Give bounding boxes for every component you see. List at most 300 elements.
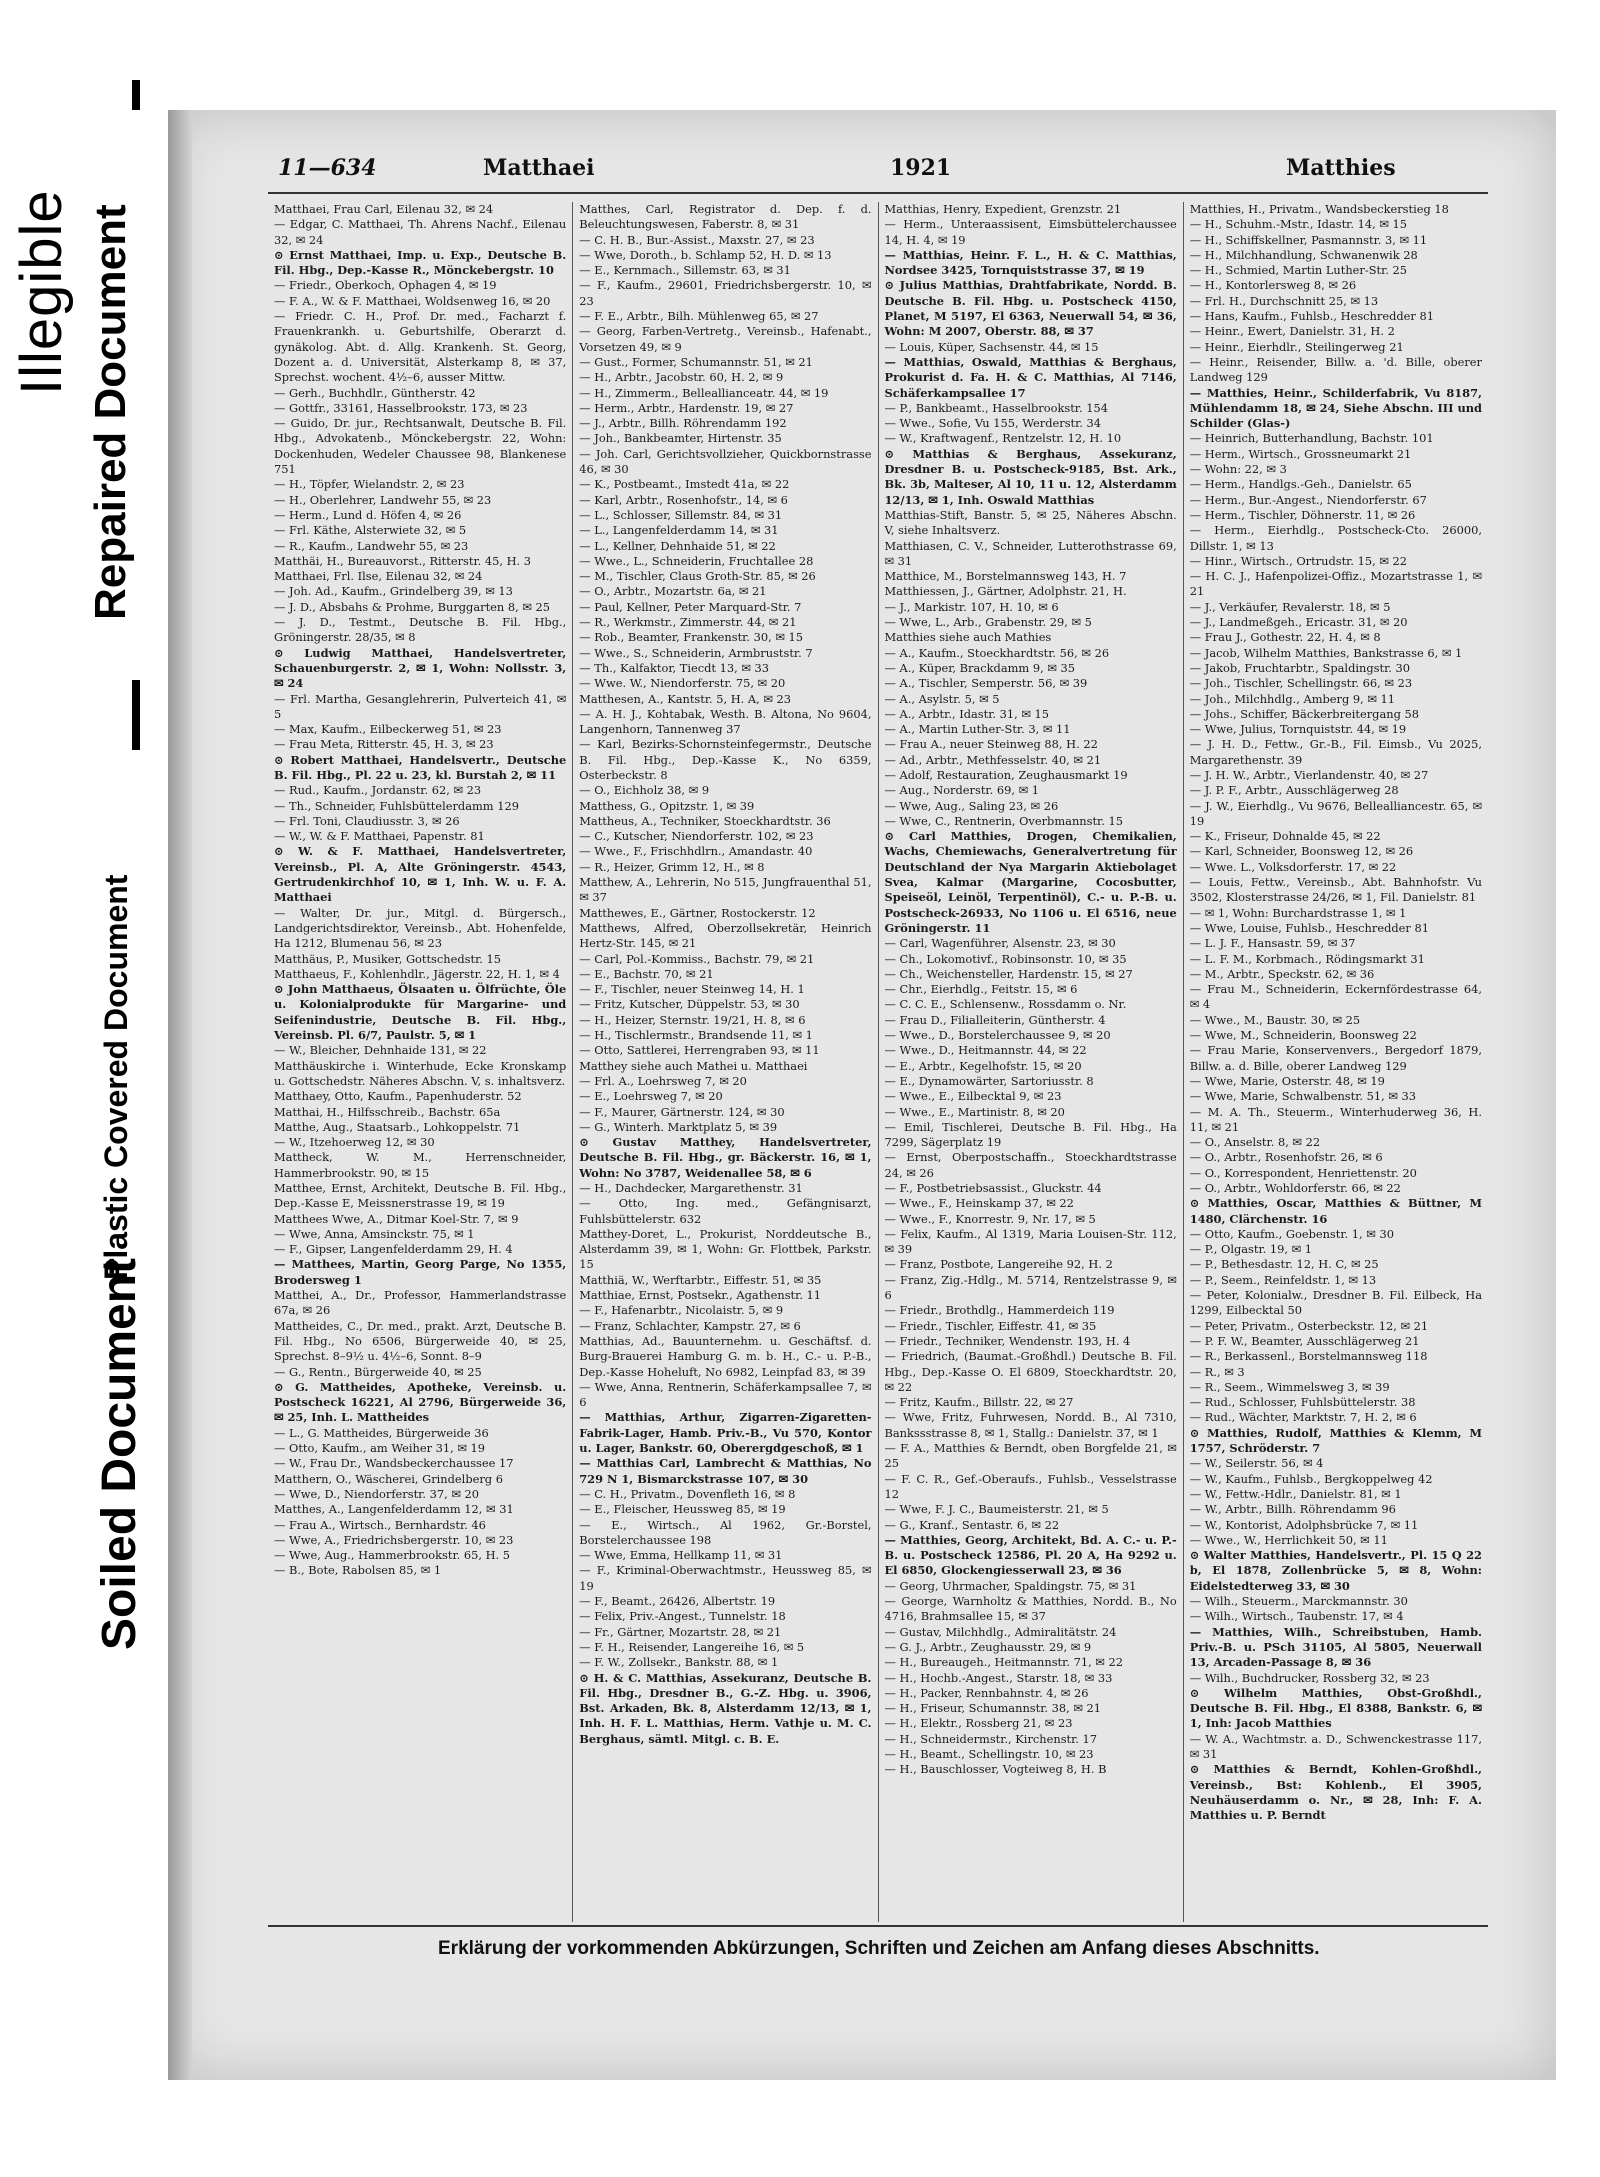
directory-entry: — Wwe. W., Niendorferstr. 75, ✉ 20 — [579, 676, 786, 691]
directory-entry: — H., Heizer, Sternstr. 19/21, H. 8, ✉ 6 — [579, 1012, 806, 1027]
directory-entry: Mattheck, W. M., Herrenschneider, Hammerbrookstr. 90, ✉ 15 — [274, 1150, 567, 1180]
directory-entry: Matthias, Ad., Bauunternehm. u. Geschäftsf. d. Burg-Brauerei Hamburg G. m. b. H., C.- u. P.-B., Dep.-Kasse Hoheluft, No 6982, Leinpfad 83, ✉ 39 — [579, 1333, 872, 1379]
directory-entry: — Louis, Fettw., Vereinsb., Abt. Bahnhofstr. Vu 3502, Klosterstrasse 24/26, ✉ 1, Fil. Danielstr. 81 — [1189, 875, 1482, 905]
directory-entry: — H., Elektr., Rossberg 21, ✉ 23 — [884, 1716, 1073, 1731]
directory-entry: — Rud., Kaufm., Jordanstr. 62, ✉ 23 — [274, 783, 482, 798]
directory-entry: — Walter, Dr. jur., Mitgl. d. Bürgersch., Landgerichtsdirektor, Vereinsb., Abt. Hohenfelde, Ha 1212, Blumenau 56, ✉ 23 — [274, 905, 567, 951]
directory-entry: — Otto, Sattlerei, Herrengraben 93, ✉ 11 — [579, 1043, 820, 1058]
directory-entry: Matthern, O., Wäscherei, Grindelberg 6 — [274, 1471, 503, 1486]
directory-entry: — R., Werkmstr., Zimmerstr. 44, ✉ 21 — [579, 615, 797, 630]
directory-entry: — Ch., Weichensteller, Hardenstr. 15, ✉ 27 — [884, 966, 1133, 981]
directory-entry: — G. J., Arbtr., Zeughausstr. 29, ✉ 9 — [884, 1639, 1092, 1654]
directory-entry: Matthey siehe auch Mathei u. Matthaei — [579, 1058, 808, 1073]
directory-entry: — Herm., Eierhdlg., Postscheck-Cto. 26000, Dillstr. 1, ✉ 13 — [1189, 523, 1482, 553]
directory-entry: — P., Bankbeamt., Hasselbrookstr. 154 — [884, 400, 1108, 415]
directory-entry: — Wwe, Emma, Hellkamp 11, ✉ 31 — [579, 1548, 783, 1563]
directory-entry: — H., Dachdecker, Margarethenstr. 31 — [579, 1181, 803, 1195]
directory-entry: — Wilh., Steuerm., Marckmannstr. 30 — [1189, 1594, 1408, 1609]
directory-entry: — F. A., W. & F. Matthaei, Woldsenweg 16, ✉ 20 — [274, 293, 551, 308]
directory-entry: — P. F. W., Beamter, Ausschlägerweg 21 — [1189, 1333, 1420, 1348]
directory-entry: — R., Kaufm., Landwehr 55, ✉ 23 — [274, 538, 469, 553]
directory-entry: — H., Friseur, Schumannstr. 38, ✉ 21 — [884, 1701, 1102, 1716]
directory-entry: — Wwe., E., Martinistr. 8, ✉ 20 — [884, 1104, 1065, 1119]
soiled-document-label: Soiled Document — [93, 1257, 146, 1650]
directory-entry: — Wwe., M., Baustr. 30, ✉ 25 — [1189, 1012, 1361, 1027]
directory-entry: — F. C. R., Gef.-Oberaufs., Fuhlsb., Vesselstrasse 12 — [884, 1471, 1177, 1501]
directory-entry: — P., Bethesdastr. 12, H. C, ✉ 25 — [1189, 1257, 1379, 1272]
directory-entry: — Heinr., Ewert, Danielstr. 31, H. 2 — [1189, 324, 1395, 339]
directory-entry: — Frau Meta, Ritterstr. 45, H. 3, ✉ 23 — [274, 737, 494, 752]
directory-entry: — G., Winterh. Marktplatz 5, ✉ 39 — [579, 1119, 778, 1134]
directory-entry: — R., Heizer, Grimm 12, H., ✉ 8 — [579, 859, 765, 874]
directory-entry: Matthees Wwe, A., Ditmar Koel-Str. 7, ✉ 9 — [274, 1211, 519, 1226]
directory-entry: Matthee, Ernst, Architekt, Deutsche B. Fil. Hbg., Dep.-Kasse E, Meissnerstrasse 19, ✉ 19 — [274, 1181, 567, 1211]
directory-entry: — L., Kellner, Dehnhaide 51, ✉ 22 — [579, 538, 776, 553]
directory-entry: — F., Maurer, Gärtnerstr. 124, ✉ 30 — [579, 1104, 785, 1119]
directory-entry-heading: ⊙ W. & F. Matthaei, Handelsvertreter, Vereinsb., Pl. A, Alte Gröningerstr. 4543, Gertrudenkirchhof 10, ✉ 1, Inh. W. u. F. A. Matthaei — [274, 844, 567, 905]
directory-entry: — Wwe., S., Schneiderin, Armbruststr. 7 — [579, 645, 813, 660]
directory-entry: — Frau A., Wirtsch., Bernhardstr. 46 — [274, 1517, 486, 1532]
directory-entry: Matthias, Henry, Expedient, Grenzstr. 21 — [884, 202, 1122, 216]
directory-entry: — George, Warnholtz & Matthies, Nordd. B., No 4716, Brahmsallee 15, ✉ 37 — [884, 1594, 1177, 1624]
directory-entry: — W., Kaufm., Fuhlsb., Bergkoppelweg 42 — [1189, 1471, 1433, 1486]
directory-entry: — Otto, Kaufm., Goebenstr. 1, ✉ 30 — [1189, 1226, 1394, 1241]
directory-entry: — Wilh., Buchdrucker, Rossberg 32, ✉ 23 — [1189, 1670, 1430, 1685]
directory-entry: — Th., Schneider, Fuhlsbüttelerdamm 129 — [274, 798, 519, 813]
directory-entry: — W., Kontorist, Adolphsbrücke 7, ✉ 11 — [1189, 1517, 1419, 1532]
directory-entry: Matthewes, E., Gärtner, Rostockerstr. 12 — [579, 905, 816, 920]
directory-entry: — Franz, Schlachter, Kampstr. 27, ✉ 6 — [579, 1318, 801, 1333]
directory-entry: — A., Asylstr. 5, ✉ 5 — [884, 691, 1000, 706]
directory-entry: — Adolf, Restauration, Zeughausmarkt 19 — [884, 767, 1128, 782]
directory-entry: — ✉ 1, Wohn: Burchardstrasse 1, ✉ 1 — [1189, 905, 1407, 920]
directory-entry: — Peter, Kolonialw., Dresdner B. Fil. Eilbeck, Ha 1299, Eilbecktal 50 — [1189, 1288, 1482, 1318]
directory-entry: — Herm., Bur.-Angest., Niendorferstr. 67 — [1189, 492, 1427, 507]
directory-entry: — J. D., Absbahs & Prohme, Burggarten 8, ✉ 25 — [274, 599, 551, 614]
directory-entry: — Wwe, Marie, Osterstr. 48, ✉ 19 — [1189, 1073, 1385, 1088]
directory-entry: — O., Arbtr., Mozartstr. 6a, ✉ 21 — [579, 584, 767, 599]
directory-entry: — H., Schmied, Martin Luther-Str. 25 — [1189, 263, 1408, 278]
directory-entry: — Georg, Uhrmacher, Spaldingstr. 75, ✉ 31 — [884, 1578, 1137, 1593]
directory-entry: — W., Frau Dr., Wandsbeckerchaussee 17 — [274, 1456, 514, 1471]
directory-entry: — Franz, Zig.-Hdlg., M. 5714, Rentzelstrasse 9, ✉ 6 — [884, 1272, 1177, 1303]
directory-entry: — K., Friseur, Dohnalde 45, ✉ 22 — [1189, 829, 1381, 844]
directory-entry: — W., Bleicher, Dehnhaide 131, ✉ 22 — [274, 1043, 487, 1058]
directory-entry: — Wwe., F., Heinskamp 37, ✉ 22 — [884, 1196, 1074, 1211]
directory-entry: — Joh. Ad., Kaufm., Grindelberg 39, ✉ 13 — [274, 584, 513, 599]
directory-entry: — Felix, Kaufm., Al 1319, Maria Louisen-Str. 112, ✉ 39 — [884, 1226, 1177, 1257]
directory-entry: — R., Berkassenl., Borstelmannsweg 118 — [1189, 1349, 1428, 1364]
directory-entry: — Wwe, Anna, Amsinckstr. 75, ✉ 1 — [274, 1226, 475, 1241]
directory-entry: Matthaey, Otto, Kaufm., Papenhuderstr. 52 — [274, 1089, 522, 1104]
directory-entry-heading: — Matthias, Heinr. F. L., H. & C. Matthias, Nordsee 3425, Tornquiststrasse 37, ✉ 19 — [884, 247, 1177, 278]
directory-entry: — E., Loehrsweg 7, ✉ 20 — [579, 1089, 723, 1104]
directory-entry: — J. H. W., Arbtr., Vierlandenstr. 40, ✉ 27 — [1189, 767, 1429, 782]
directory-entry-heading: ⊙ Ludwig Matthaei, Handelsvertreter, Schauenburgerstr. 2, ✉ 1, Wohn: Nollsstr. 3, ✉ 24 — [274, 645, 567, 691]
label-divider — [132, 80, 140, 110]
directory-entry: — J., Arbtr., Billh. Röhrendamm 192 — [579, 416, 787, 431]
directory-entry: — Wwe., E., Eilbecktal 9, ✉ 23 — [884, 1089, 1062, 1104]
directory-entry: — H., Schiffskellner, Pasmannstr. 3, ✉ 11 — [1189, 232, 1428, 247]
directory-entry-heading: — Matthies, Wilh., Schreibstuben, Hamb. Priv.-B. u. PSch 31105, Al 5805, Neuerwall 13, Arcaden-Passage 8, ✉ 36 — [1189, 1624, 1482, 1670]
directory-entry-heading: — Matthias, Oswald, Matthias & Berghaus, Prokurist d. Fa. H. & C. Matthias, Al 7146, Schäferkampsallee 17 — [884, 354, 1177, 400]
directory-entry: — H., Kontorlersweg 8, ✉ 26 — [1189, 278, 1357, 293]
directory-entry: — Heinrich, Butterhandlung, Bachstr. 101 — [1189, 431, 1434, 446]
directory-entry: — Friedr., Tischler, Eiffestr. 41, ✉ 35 — [884, 1318, 1097, 1333]
directory-entry-heading: ⊙ Matthies, Oscar, Matthies & Büttner, M 1480, Clärchenstr. 16 — [1189, 1196, 1482, 1226]
right-running-head: Matthies — [1286, 155, 1396, 181]
directory-entry: Matthesen, A., Kantstr. 5, H. A, ✉ 23 — [579, 691, 792, 706]
directory-entry: — Frau D., Filialleiterin, Güntherstr. 4 — [884, 1012, 1106, 1027]
directory-entry: — Joh., Bankbeamter, Hirtenstr. 35 — [579, 431, 782, 446]
directory-entry: — L., Langenfelderdamm 14, ✉ 31 — [579, 523, 779, 538]
directory-entry: — H., Zimmerm., Belleallianceatr. 44, ✉ 19 — [579, 385, 829, 400]
repaired-document-label: Repaired Document — [86, 204, 135, 620]
directory-entry: — Wwe. L., Volksdorferstr. 17, ✉ 22 — [1189, 859, 1397, 874]
directory-entry: — H., Bauschlosser, Vogteiweg 8, H. B — [884, 1762, 1107, 1777]
directory-entry: — Joh. Carl, Gerichtsvollzieher, Quickbornstrasse 46, ✉ 30 — [579, 446, 872, 477]
directory-entry: — F., Hafenarbtr., Nicolaistr. 5, ✉ 9 — [579, 1303, 784, 1318]
directory-entry: Matthaei, Frau Carl, Eilenau 32, ✉ 24 — [274, 202, 494, 216]
directory-entry: Matthies siehe auch Mathies — [884, 630, 1052, 645]
directory-entry: — H. C. J., Hafenpolizei-Offiz., Mozartstrasse 1, ✉ 21 — [1189, 569, 1482, 599]
directory-entry: — Frl. A., Loehrsweg 7, ✉ 20 — [579, 1073, 747, 1088]
directory-entry: — Wwe., W., Herrlichkeit 50, ✉ 11 — [1189, 1532, 1388, 1547]
directory-column — [268, 202, 573, 1922]
page-number: 11—634 — [278, 155, 377, 181]
directory-entry: Matthes, A., Langenfelderdamm 12, ✉ 31 — [274, 1502, 514, 1517]
directory-entry: — M., Arbtr., Speckstr. 62, ✉ 36 — [1189, 966, 1375, 981]
directory-entry: — H., Oberlehrer, Landwehr 55, ✉ 23 — [274, 492, 492, 507]
directory-entry: — Rud., Wächter, Marktstr. 7, H. 2, ✉ 6 — [1189, 1410, 1417, 1425]
directory-entry: — Karl, Bezirks-Schornsteinfegermstr., Deutsche B. Fil. Hbg., Dep.-Kasse K., No 6359, Osterbeckstr. 8 — [579, 737, 872, 782]
directory-entry: — H., Töpfer, Wielandstr. 2, ✉ 23 — [274, 477, 465, 492]
directory-entry-heading: ⊙ Matthias & Berghaus, Assekuranz, Dresdner B. u. Postscheck-9185, Bst. Ark., Bk. 3b, Malteser, Al 10, 11 u. 12, Alsterdamm 12/13, ✉ 1, Inh. Oswald Matthias — [884, 446, 1177, 507]
directory-entry: — Ch., Lokomotivf., Robinsonstr. 10, ✉ 35 — [884, 951, 1127, 966]
directory-entry: — P., Olgastr. 19, ✉ 1 — [1189, 1242, 1313, 1257]
directory-column — [1184, 202, 1488, 1922]
directory-entry-heading: ⊙ Julius Matthias, Drahtfabrikate, Nordd. B. Deutsche B. Fil. Hbg. u. Postscheck 4150, Planet, M 5197, El 6363, Neuerwall 54, ✉ 36, Wohn: M 2007, Oberstr. 88, ✉ 37 — [884, 278, 1177, 339]
directory-entry: — W., Itzehoerweg 12, ✉ 30 — [274, 1135, 435, 1150]
year-heading: 1921 — [890, 155, 952, 181]
directory-entry: — W., Seilerstr. 56, ✉ 4 — [1189, 1456, 1324, 1471]
directory-entry: — Frl. Martha, Gesanglehrerin, Pulverteich 41, ✉ 5 — [274, 691, 567, 721]
directory-entry-heading: ⊙ Wilhelm Matthies, Obst-Großhdl., Deutsche B. Fil. Hbg., El 8388, Bankstr. 6, ✉ 1, Inh: Jacob Matthies — [1189, 1685, 1482, 1731]
directory-entry: — Franz, Postbote, Langereihe 92, H. 2 — [884, 1257, 1113, 1272]
directory-entry: — Jacob, Wilhelm Matthies, Bankstrasse 6, ✉ 1 — [1189, 645, 1463, 660]
directory-entry: — Wwe, Doroth., b. Schlamp 52, H. D. ✉ 13 — [579, 247, 832, 262]
directory-entry: Matthews, Alfred, Oberzollsekretär, Heinrich Hertz-Str. 145, ✉ 21 — [579, 920, 872, 951]
directory-entry: Matthaeus, F., Kohlenhdlr., Jägerstr. 22, H. 1, ✉ 4 — [274, 966, 560, 981]
directory-entry: — Otto, Ing. med., Gefängnisarzt, Fuhlsbüttelerstr. 632 — [579, 1196, 872, 1226]
directory-entry: — Paul, Kellner, Peter Marquard-Str. 7 — [579, 599, 802, 614]
directory-entry: — J. H. D., Fettw., Gr.-B., Fil. Eimsb., Vu 2025, Margarethenstr. 39 — [1189, 737, 1482, 767]
directory-entry: — B., Bote, Rabolsen 85, ✉ 1 — [274, 1563, 442, 1578]
directory-entry-heading: ⊙ G. Mattheides, Apotheke, Vereinsb. u. Postscheck 16221, Al 2796, Bürgerweide 36, ✉ 25, Inh. L. Mattheides — [274, 1379, 567, 1425]
directory-entry: — Frau Marie, Konservenvers., Bergedorf 1879, Billw. a. d. Bille, oberer Landweg 129 — [1189, 1043, 1482, 1073]
directory-entry: Matthice, M., Borstelmannsweg 143, H. 7 — [884, 569, 1127, 584]
directory-entry-heading: — Matthies, Heinr., Schilderfabrik, Vu 8187, Mühlendamm 18, ✉ 24, Siehe Abschn. III und Schilder (Glas-) — [1189, 385, 1482, 431]
directory-entry: — H., Packer, Rennbahnstr. 4, ✉ 26 — [884, 1685, 1089, 1700]
directory-entry: — H., Tischlermstr., Brandsende 11, ✉ 1 — [579, 1028, 813, 1043]
footer-rule — [268, 1925, 1488, 1927]
directory-entry: — Edgar, C. Matthaei, Th. Ahrens Nachf., Eilenau 32, ✉ 24 — [274, 217, 567, 247]
directory-entry: — H., Arbtr., Jacobstr. 60, H. 2, ✉ 9 — [579, 370, 784, 385]
directory-entry: — E., Wirtsch., Al 1962, Gr.-Borstel, Borstelerchaussee 198 — [579, 1517, 872, 1547]
directory-entry: — Peter, Privatm., Osterbeckstr. 12, ✉ 21 — [1189, 1318, 1429, 1333]
left-running-head: Matthaei — [483, 155, 595, 181]
directory-entry: — Wwe, C., Rentnerin, Overbmannstr. 15 — [884, 813, 1123, 828]
directory-entry: — O., Arbtr., Rosenhofstr. 26, ✉ 6 — [1189, 1150, 1383, 1165]
directory-entry: — Wwe, M., Schneiderin, Boonsweg 22 — [1189, 1028, 1417, 1043]
directory-entry: Matthes, Carl, Registrator d. Dep. f. d. Beleuchtungswesen, Faberstr. 8, ✉ 31 — [579, 202, 872, 232]
directory-entry-heading: ⊙ Ernst Matthaei, Imp. u. Exp., Deutsche B. Fil. Hbg., Dep.-Kasse R., Mönckebergstr. 10 — [274, 247, 567, 278]
directory-entry: — Friedr., Oberkoch, Ophagen 4, ✉ 19 — [274, 278, 497, 293]
directory-entry: — Guido, Dr. jur., Rechtsanwalt, Deutsche B. Fil. Hbg., Advokatenb., Mönckebergstr. 22, Wohn: Dockenhuden, Wedeler Chaussee 98, Blankenese 751 — [274, 416, 567, 477]
directory-entry: — W. A., Wachtmstr. a. D., Schwenckestrasse 117, ✉ 31 — [1189, 1731, 1482, 1761]
directory-entry: Matthäi, H., Bureauvorst., Ritterstr. 45, H. 3 — [274, 553, 532, 568]
directory-entry: — W., Kraftwagenf., Rentzelstr. 12, H. 10 — [884, 431, 1122, 446]
directory-entry: — H., Milchhandlung, Schwanenwik 28 — [1189, 247, 1418, 262]
directory-entry: — Carl, Wagenführer, Alsenstr. 23, ✉ 30 — [884, 936, 1116, 951]
directory-entry-heading: — Matthies, Georg, Architekt, Bd. A. C.- u. P.-B. u. Postscheck 12586, Pl. 20 A, Ha 9292 u. El 6850, Glockengiesserwall 23, ✉ 36 — [884, 1532, 1177, 1578]
directory-entry: — Wohn: 22, ✉ 3 — [1189, 462, 1287, 477]
directory-entry: Matthess, G., Opitzstr. 1, ✉ 39 — [579, 798, 755, 813]
directory-entry: Matthias-Stift, Banstr. 5, ✉ 25, Näheres Abschn. V, siehe Inhaltsverz. — [884, 507, 1177, 538]
page-header — [278, 155, 1478, 195]
directory-entry: — Hans, Kaufm., Fuhlsb., Heschredder 81 — [1189, 309, 1434, 324]
directory-entry: — Th., Kalfaktor, Tiecdt 13, ✉ 33 — [579, 660, 770, 675]
directory-entry: — Felix, Priv.-Angest., Tunnelstr. 18 — [579, 1609, 786, 1624]
directory-entry: — Otto, Kaufm., am Weiher 31, ✉ 19 — [274, 1441, 486, 1456]
directory-entry: — Rud., Schlosser, Fuhlsbüttelerstr. 38 — [1189, 1395, 1416, 1410]
directory-entry: — F. W., Zollsekr., Bankstr. 88, ✉ 1 — [579, 1655, 779, 1670]
directory-entry: Matthei, A., Dr., Professor, Hammerlandstrasse 67a, ✉ 26 — [274, 1288, 567, 1318]
directory-entry: Matthiä, W., Werftarbtr., Eiffestr. 51, ✉ 35 — [579, 1272, 822, 1287]
directory-column — [879, 202, 1184, 1922]
directory-entry: — F. E., Arbtr., Bilh. Mühlenweg 65, ✉ 27 — [579, 309, 819, 324]
directory-entry: — Wwe., F., Frischhdlrn., Amandastr. 40 — [579, 844, 813, 859]
directory-entry: — Wwe., D., Heitmannstr. 44, ✉ 22 — [884, 1043, 1087, 1058]
directory-entry: — Gustav, Milchhdlg., Admiralitätstr. 24 — [884, 1624, 1117, 1639]
directory-entry: Matthiasen, C. V., Schneider, Lutterothstrasse 69, ✉ 31 — [884, 538, 1177, 568]
directory-entry: — Wwe, Julius, Tornquiststr. 44, ✉ 19 — [1189, 722, 1407, 737]
header-rule — [268, 192, 1488, 194]
directory-entry-heading: ⊙ Walter Matthies, Handelsvertr., Pl. 15 Q 22 b, El 1878, Zollenbrücke 5, ✉ 8, Wohn: Eidelstedterweg 33, ✉ 30 — [1189, 1548, 1482, 1593]
directory-entry: — Joh., Milchhdlg., Amberg 9, ✉ 11 — [1189, 691, 1396, 706]
directory-entry: — A., Arbtr., Idastr. 31, ✉ 15 — [884, 706, 1050, 721]
directory-entry-heading: ⊙ Matthies & Berndt, Kohlen-Großhdl., Vereinsb., Bst: Kohlenb., El 3905, Neuhäuserdamm o. Nr., ✉ 28, Inh: F. A. Matthies u. P. Berndt — [1189, 1762, 1482, 1823]
directory-entry: — Gottfr., 33161, Hasselbrookstr. 173, ✉ 23 — [274, 400, 528, 415]
directory-entry: Mattheus, A., Techniker, Stoeckhardtstr. 36 — [579, 813, 831, 828]
directory-entry: — Herm., Wirtsch., Grossneumarkt 21 — [1189, 446, 1412, 461]
directory-entry: — J. W., Eierhdlg., Vu 9676, Bellealliancestr. 65, ✉ 19 — [1189, 798, 1482, 828]
directory-entry: — W., W. & F. Matthaei, Papenstr. 81 — [274, 829, 485, 844]
directory-entry: — Friedrich, (Baumat.-Großhdl.) Deutsche B. Fil. Hbg., Dep.-Kasse O. El 6809, Stoeckhardtstr. 20, ✉ 22 — [884, 1349, 1177, 1394]
directory-entry-heading: ⊙ H. & C. Matthias, Assekuranz, Deutsche B. Fil. Hbg., Dresdner B., G.-Z. Hbg. u. 3906, Bst. Arkaden, Bk. 8, Alsterdamm 12/13, ✉ 1, Inh. H. F. L. Matthias, Herm. Vathje u. M. C. Berghaus, sämtl. Mitgl. c. B. E. — [579, 1670, 872, 1746]
directory-entry: — L. J. F., Hansastr. 59, ✉ 37 — [1189, 936, 1356, 951]
directory-entry: — Ad., Arbtr., Methfesselstr. 40, ✉ 21 — [884, 752, 1102, 767]
directory-entry: — Friedr., Brothdlg., Hammerdeich 119 — [884, 1303, 1115, 1318]
directory-entry: — Emil, Tischlerei, Deutsche B. Fil. Hbg., Ha 7299, Sägerplatz 19 — [884, 1119, 1177, 1150]
directory-entry: — Georg, Farben-Vertretg., Vereinsb., Hafenabt., Vorsetzen 49, ✉ 9 — [579, 324, 872, 354]
directory-entry: — J., Verkäufer, Revalerstr. 18, ✉ 5 — [1189, 599, 1391, 614]
directory-entry: — J. D., Testmt., Deutsche B. Fil. Hbg., Gröningerstr. 28/35, ✉ 8 — [274, 615, 567, 645]
directory-entry: — Wwe, D., Niendorferstr. 37, ✉ 20 — [274, 1486, 479, 1501]
directory-entry: — Heinr., Reisender, Billw. a. 'd. Bille, oberer Landweg 129 — [1189, 354, 1482, 385]
directory-entry: — Heinr., Eierhdlr., Steilingerweg 21 — [1189, 339, 1404, 354]
directory-entry: — F., Kaufm., 29601, Friedrichsbergerstr. 10, ✉ 23 — [579, 278, 872, 308]
directory-entry: — Aug., Norderstr. 69, ✉ 1 — [884, 783, 1039, 798]
directory-entry: — O., Anselstr. 8, ✉ 22 — [1189, 1135, 1321, 1150]
abbreviation-note: Erklärung der vorkommenden Abkürzungen, Schriften und Zeichen am Anfang dieses Abschnitts. — [438, 1938, 1320, 1959]
directory-entry: — Ernst, Oberpostschaffn., Stoeckhardtstrasse 24, ✉ 26 — [884, 1150, 1177, 1180]
directory-entry-heading: ⊙ Matthies, Rudolf, Matthies & Klemm, M 1757, Schröderstr. 7 — [1189, 1425, 1482, 1456]
directory-entry: — Friedr., Techniker, Wendenstr. 193, H. 4 — [884, 1333, 1131, 1348]
directory-entry: — Frau J., Gothestr. 22, H. 4, ✉ 8 — [1189, 630, 1381, 645]
directory-entry: Matthey-Doret, L., Prokurist, Norddeutsche B., Alsterdamm 39, ✉ 1, Wohn: Gr. Flottbek, Parkstr. 15 — [579, 1226, 872, 1272]
directory-entry: Matthies, H., Privatm., Wandsbeckerstieg 18 — [1189, 202, 1449, 216]
directory-entry: — F., Tischler, neuer Steinweg 14, H. 1 — [579, 982, 805, 997]
directory-entry-heading: — Matthias, Arthur, Zigarren-Zigaretten-Fabrik-Lager, Hamb. Priv.-B., Vu 570, Kontor u. Lager, Bankstr. 60, Oberergdgeschoß, ✉ 1 — [579, 1410, 872, 1456]
directory-entry: — A. H. J., Kohtabak, Westh. B. Altona, No 9604, Langenhorn, Tannenweg 37 — [579, 706, 872, 737]
directory-entry: — Wwe, A., Friedrichsbergerstr. 10, ✉ 23 — [274, 1532, 514, 1547]
directory-entry: — Wwe, F. J. C., Baumeisterstr. 21, ✉ 5 — [884, 1502, 1109, 1517]
directory-entry: — Wwe, Marie, Schwalbenstr. 51, ✉ 33 — [1189, 1089, 1417, 1104]
directory-entry: — Wwe., Sofie, Vu 155, Werderstr. 34 — [884, 416, 1102, 431]
directory-entry: — Herm., Lund d. Höfen 4, ✉ 26 — [274, 507, 462, 522]
directory-entry: — Carl, Pol.-Kommiss., Bachstr. 79, ✉ 21 — [579, 951, 815, 966]
directory-entry: Matthew, A., Lehrerin, No 515, Jungfrauenthal 51, ✉ 37 — [579, 875, 872, 905]
directory-entry-heading: — Matthees, Martin, Georg Parge, No 1355, Brodersweg 1 — [274, 1257, 567, 1287]
directory-entry: — J., Landmeßgeh., Ericastr. 31, ✉ 20 — [1189, 615, 1408, 630]
directory-entry: — Jakob, Fruchtarbtr., Spaldingstr. 30 — [1189, 660, 1410, 675]
directory-entry: — H., Schneidermstr., Kirchenstr. 17 — [884, 1731, 1098, 1746]
directory-page — [168, 110, 1556, 2080]
directory-entry: — Frl. H., Durchschnitt 25, ✉ 13 — [1189, 293, 1379, 308]
directory-entry: — O., Arbtr., Wohldorferstr. 66, ✉ 22 — [1189, 1181, 1401, 1195]
directory-entry: — Wwe., F., Knorrestr. 9, Nr. 17, ✉ 5 — [884, 1211, 1096, 1226]
directory-entry: — L., G. Mattheides, Bürgerweide 36 — [274, 1425, 489, 1440]
directory-entry: — W., Arbtr., Billh. Röhrendamm 96 — [1189, 1502, 1396, 1517]
directory-entry: — A., Küper, Brackdamm 9, ✉ 35 — [884, 660, 1076, 675]
directory-entry: — C. H. B., Bur.-Assist., Maxstr. 27, ✉ 23 — [579, 232, 815, 247]
directory-entry: — Joh., Tischler, Schellingstr. 66, ✉ 23 — [1189, 676, 1413, 691]
directory-entry: — Wilh., Wirtsch., Taubenstr. 17, ✉ 4 — [1189, 1609, 1404, 1624]
directory-entry: — A., Martin Luther-Str. 3, ✉ 11 — [884, 722, 1071, 737]
directory-entry: — Karl, Schneider, Boonsweg 12, ✉ 26 — [1189, 844, 1414, 859]
directory-entry: — H., Bureaugeh., Heitmannstr. 71, ✉ 22 — [884, 1655, 1123, 1670]
directory-entry: — C. C. E., Schlensenw., Rossdamm o. Nr. — [884, 997, 1127, 1012]
directory-entry: — E., Arbtr., Kegelhofstr. 15, ✉ 20 — [884, 1058, 1082, 1073]
directory-entry: — Frl. Käthe, Alsterwiete 32, ✉ 5 — [274, 523, 467, 538]
directory-entry: — E., Dynamowärter, Sartoriusstr. 8 — [884, 1073, 1094, 1088]
directory-entry: — M. A. Th., Steuerm., Winterhuderweg 36, H. 11, ✉ 21 — [1189, 1104, 1482, 1134]
directory-entry: — A., Kaufm., Stoeckhardtstr. 56, ✉ 26 — [884, 645, 1110, 660]
directory-entry: — J. P. F., Arbtr., Ausschlägerweg 28 — [1189, 783, 1399, 798]
label-divider — [132, 680, 140, 750]
directory-entry: — E., Kernmach., Sillemstr. 63, ✉ 31 — [579, 263, 791, 278]
directory-entry: — Frl. Toni, Claudiusstr. 3, ✉ 26 — [274, 813, 460, 828]
directory-entry: — Wwe, Aug., Hammerbrookstr. 65, H. 5 — [274, 1548, 511, 1563]
directory-entry: — Fr., Gärtner, Mozartstr. 28, ✉ 21 — [579, 1624, 782, 1639]
directory-entry: — Wwe, Anna, Rentnerin, Schäferkampsallee 7, ✉ 6 — [579, 1379, 872, 1410]
directory-entry: — G., Kranf., Sentastr. 6, ✉ 22 — [884, 1517, 1060, 1532]
directory-entry: Matthiessen, J., Gärtner, Adolphstr. 21, H. — [884, 584, 1127, 599]
directory-entry: — Herm., Handlgs.-Geh., Danielstr. 65 — [1189, 477, 1412, 492]
directory-entry: — Fritz, Kaufm., Billstr. 22, ✉ 27 — [884, 1395, 1074, 1410]
directory-entry: — Frau M., Schneiderin, Eckernfördestrasse 64, ✉ 4 — [1189, 982, 1482, 1012]
directory-entry: — G., Rentn., Bürgerweide 40, ✉ 25 — [274, 1364, 482, 1379]
directory-entry: — Wwe, L., Arb., Grabenstr. 29, ✉ 5 — [884, 615, 1092, 630]
directory-entry: — Herm., Arbtr., Hardenstr. 19, ✉ 27 — [579, 400, 794, 415]
directory-entry: — Gerh., Buchhdlr., Güntherstr. 42 — [274, 385, 476, 400]
directory-entry: — Karl, Arbtr., Rosenhofstr., 14, ✉ 6 — [579, 492, 788, 507]
directory-entry: — Chr., Eierhdlg., Feitstr. 15, ✉ 6 — [884, 982, 1078, 997]
directory-entry: Matthaei, Frl. Ilse, Eilenau 32, ✉ 24 — [274, 569, 483, 584]
directory-entry: — O., Korrespondent, Henriettenstr. 20 — [1189, 1165, 1417, 1180]
directory-entry: — C. H., Privatm., Dovenfleth 16, ✉ 8 — [579, 1486, 796, 1501]
directory-entry: — Louis, Küper, Sachsenstr. 44, ✉ 15 — [884, 339, 1099, 354]
plastic-covered-label: Plastic Covered Document — [98, 874, 134, 1280]
directory-entry: — L., Schlosser, Sillemstr. 84, ✉ 31 — [579, 507, 783, 522]
directory-entry: — A., Tischler, Semperstr. 56, ✉ 39 — [884, 676, 1088, 691]
directory-entry-heading: — Matthias Carl, Lambrecht & Matthias, No 729 N 1, Bismarckstrasse 107, ✉ 30 — [579, 1456, 872, 1486]
directory-entry: — P., Seem., Reinfeldstr. 1, ✉ 13 — [1189, 1272, 1377, 1287]
directory-entry: — H., Schuhm.-Mstr., Idastr. 14, ✉ 15 — [1189, 217, 1407, 232]
directory-entry: — Gust., Former, Schumannstr. 51, ✉ 21 — [579, 354, 813, 369]
directory-entry: — F. H., Reisender, Langereihe 16, ✉ 5 — [579, 1639, 805, 1654]
directory-entry: — Frau A., neuer Steinweg 88, H. 22 — [884, 737, 1098, 752]
directory-entry: — Herm., Unteraassisent, Eimsbüttelerchaussee 14, H. 4, ✉ 19 — [884, 217, 1177, 247]
directory-entry: — F., Beamt., 26426, Albertstr. 19 — [579, 1594, 776, 1609]
directory-entry: — F., Gipser, Langenfelderdamm 29, H. 4 — [274, 1242, 513, 1257]
directory-entry-heading: ⊙ Carl Matthies, Drogen, Chemikalien, Wachs, Chemiewachs, Generalvertretung für Deutschland der Nya Margarin Aktiebolaget Svea, Kalmar (Margarine, Cocosbutter, Speiseöl, Leinöl, Terpentinöl), C.- u. P.-B. u. Postscheck-26933, No 1106 u. El 6516, neue Gröningerstr. 11 — [884, 829, 1177, 935]
directory-entry-heading: ⊙ Gustav Matthey, Handelsvertreter, Deutsche B. Fil. Hbg., gr. Bäckerstr. 16, ✉ 1, Wohn: No 3787, Weidenallee 58, ✉ 6 — [579, 1135, 872, 1180]
directory-entry: — H., Beamt., Schellingstr. 10, ✉ 23 — [884, 1746, 1094, 1761]
archive-side-labels — [0, 60, 160, 1650]
directory-entry: — Fritz, Kutscher, Düppelstr. 53, ✉ 30 — [579, 997, 800, 1012]
directory-entry: Mattheides, C., Dr. med., prakt. Arzt, Deutsche B. Fil. Hbg., No 6506, Bürgerweide 40, ✉ 25, Sprechst. 8–9½ u. 4½–6, Sonnt. 8–9 — [274, 1318, 567, 1364]
directory-entry: — F. A., Matthies & Berndt, oben Borgfelde 21, ✉ 25 — [884, 1441, 1177, 1471]
directory-entry: — K., Postbeamt., Imstedt 41a, ✉ 22 — [579, 477, 790, 492]
directory-entry: Matthiae, Ernst, Postsekr., Agathenstr. 11 — [579, 1288, 822, 1303]
directory-entry: — C., Kutscher, Niendorferstr. 102, ✉ 23 — [579, 829, 814, 844]
directory-column — [573, 202, 878, 1922]
directory-entry: — E., Fleischer, Heussweg 85, ✉ 19 — [579, 1502, 786, 1517]
directory-entry: — Rob., Beamter, Frankenstr. 30, ✉ 15 — [579, 630, 804, 645]
directory-entry: Matthäuskirche i. Winterhude, Ecke Kronskamp u. Gottschedstr. Näheres Abschn. V, s. inhaltsverz. — [274, 1058, 567, 1088]
directory-entry: — L. F. M., Korbmach., Rödingsmarkt 31 — [1189, 951, 1425, 966]
directory-entry: — E., Bachstr. 70, ✉ 21 — [579, 966, 714, 981]
page-binding — [168, 110, 192, 2080]
directory-entry: — Hinr., Wirtsch., Ortrudstr. 15, ✉ 22 — [1189, 553, 1408, 568]
directory-entry: — Herm., Tischler, Döhnerstr. 11, ✉ 26 — [1189, 507, 1416, 522]
directory-entry: — R., Seem., Wimmelsweg 3, ✉ 39 — [1189, 1379, 1390, 1394]
directory-entry: — O., Eichholz 38, ✉ 9 — [579, 783, 710, 798]
directory-columns — [268, 202, 1488, 1922]
directory-entry: — Wwe., L., Schneiderin, Fruchtallee 28 — [579, 553, 814, 568]
directory-entry: — R., ✉ 3 — [1189, 1364, 1245, 1379]
directory-entry: Matthe, Aug., Staatsarb., Lohkoppelstr. 71 — [274, 1119, 521, 1134]
directory-entry: — Max, Kaufm., Eilbeckerweg 51, ✉ 23 — [274, 722, 502, 737]
illegible-label: Illegible — [9, 189, 74, 395]
directory-entry: — J., Markistr. 107, H. 10, ✉ 6 — [884, 599, 1059, 614]
directory-entry: Matthäus, P., Musiker, Gottschedstr. 15 — [274, 951, 501, 966]
directory-entry-heading: ⊙ Robert Matthaei, Handelsvertr., Deutsche B. Fil. Hbg., Pl. 22 u. 23, kl. Burstah 2, ✉ 11 — [274, 752, 567, 782]
directory-entry: — Wwe, Aug., Saling 23, ✉ 26 — [884, 798, 1059, 813]
directory-entry: — F., Kriminal-Oberwachtmstr., Heussweg 85, ✉ 19 — [579, 1563, 872, 1593]
